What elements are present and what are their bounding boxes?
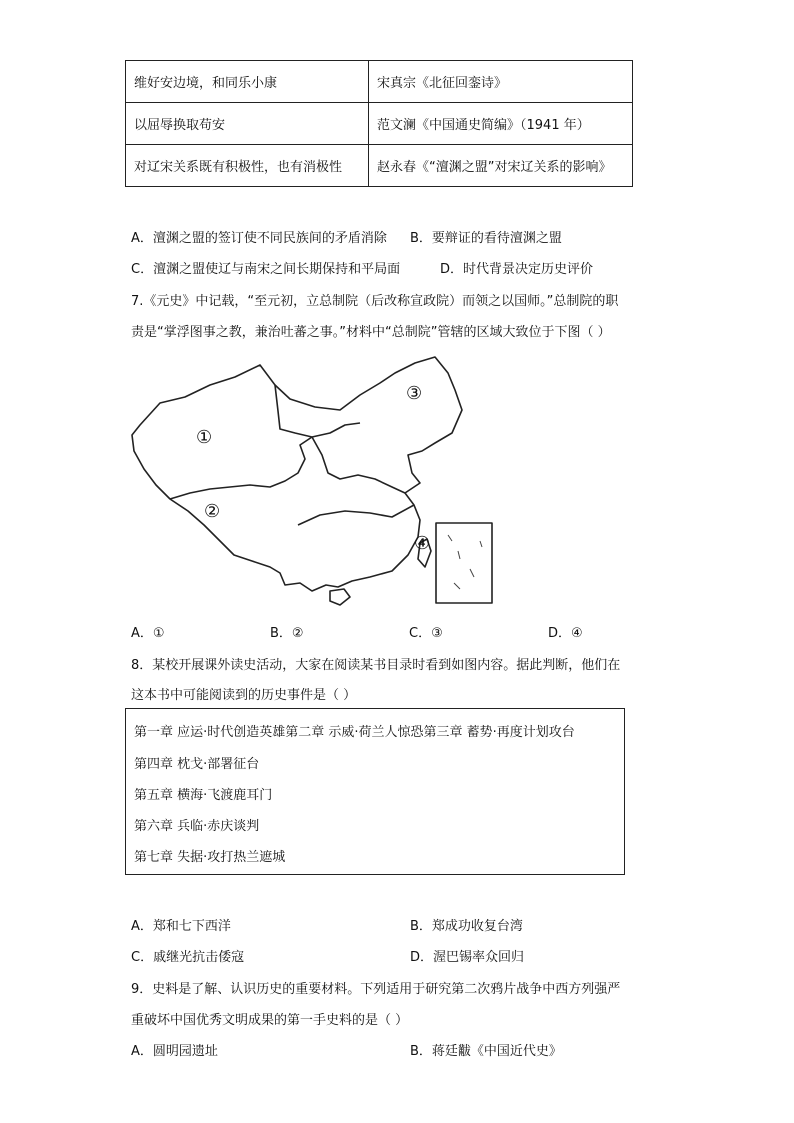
region-label-2: ② — [204, 501, 221, 522]
q8-option-b: B．郑成功收复台湾 — [410, 919, 523, 934]
view-cell: 以屈辱换取苟安 — [126, 103, 369, 145]
q6-option-c: C．澶渊之盟使辽与南宋之间长期保持和平局面 — [131, 262, 401, 277]
q6-option-d: D．时代背景决定历史评价 — [440, 262, 594, 277]
source-cell: 宋真宗《北征回銮诗》 — [369, 61, 633, 103]
q9-stem-line2: 重破坏中国优秀文明成果的第一手史料的是（ ） — [131, 1013, 409, 1028]
china-outline-map — [130, 355, 500, 610]
q8-stem-line2: 这本书中可能阅读到的历史事件是（ ） — [131, 688, 357, 703]
hainan-island — [330, 589, 350, 605]
view-cell: 维好安边境，和同乐小康 — [126, 61, 369, 103]
q8-stem-line1: 8．某校开展课外读史活动，大家在阅读某书目录时看到如图内容。据此判断，他们在 — [131, 658, 621, 673]
region-label-4: ④ — [414, 533, 431, 554]
book-contents-box — [125, 708, 625, 875]
yuan-central-border — [312, 437, 405, 493]
q6-option-a: A．澶渊之盟的签订使不同民族间的矛盾消除 — [131, 231, 387, 246]
q8-option-d: D．渥巴锡率众回归 — [410, 950, 525, 965]
q9-stem-line1: 9．史料是了解、认识历史的重要材料。下列适用于研究第二次鸦片战争中西方列强严 — [131, 982, 621, 997]
northwest-region-border — [275, 385, 360, 437]
source-cell: 范文澜《中国通史简编》（1941 年） — [369, 103, 633, 145]
chapter-line: 第六章 兵临·赤庆谈判 — [134, 819, 260, 834]
q8-option-a: A．郑和七下西洋 — [131, 919, 231, 934]
q9-option-a: A．圆明园遗址 — [131, 1044, 218, 1059]
chapter-line: 第一章 应运·时代创造英雄第二章 示威·荷兰人惊恐第三章 蓄势·再度计划攻台 — [134, 725, 575, 740]
q7-option-c: C．③ — [409, 626, 443, 641]
q7-stem-line2: 责是“掌浮图事之教，兼治吐蕃之事。”材料中“总制院”管辖的区域大致位于下图（ ） — [131, 325, 611, 340]
q6-option-b: B．要辩证的看待澶渊之盟 — [410, 231, 562, 246]
region-label-1: ① — [196, 427, 213, 448]
chapter-line: 第四章 枕戈·部署征台 — [134, 757, 260, 772]
table-row — [126, 61, 633, 103]
tibet-region-border — [170, 437, 312, 499]
south-china-sea-inset — [436, 523, 492, 603]
historical-views-table — [125, 60, 633, 187]
table-row — [126, 103, 633, 145]
q7-option-d: D．④ — [548, 626, 583, 641]
region-label-3: ③ — [406, 383, 423, 404]
southern-song-border — [298, 505, 414, 525]
q8-option-c: C．戚继光抗击倭寇 — [131, 950, 245, 965]
q7-option-a: A．① — [131, 626, 165, 641]
chapter-line: 第七章 失据·攻打热兰遮城 — [134, 850, 286, 865]
q7-stem-line1: 7.《元史》中记载，“至元初，立总制院（后改称宣政院）而领之以国师。”总制院的职 — [131, 294, 619, 309]
source-cell: 赵永春《“澶渊之盟”对宋辽关系的影响》 — [369, 145, 633, 187]
table-row — [126, 145, 633, 187]
q7-option-b: B．② — [270, 626, 304, 641]
q9-option-b: B．蒋廷黻《中国近代史》 — [410, 1044, 562, 1059]
chapter-line: 第五章 横海·飞渡鹿耳门 — [134, 788, 273, 803]
view-cell: 对辽宋关系既有积极性，也有消极性 — [126, 145, 369, 187]
